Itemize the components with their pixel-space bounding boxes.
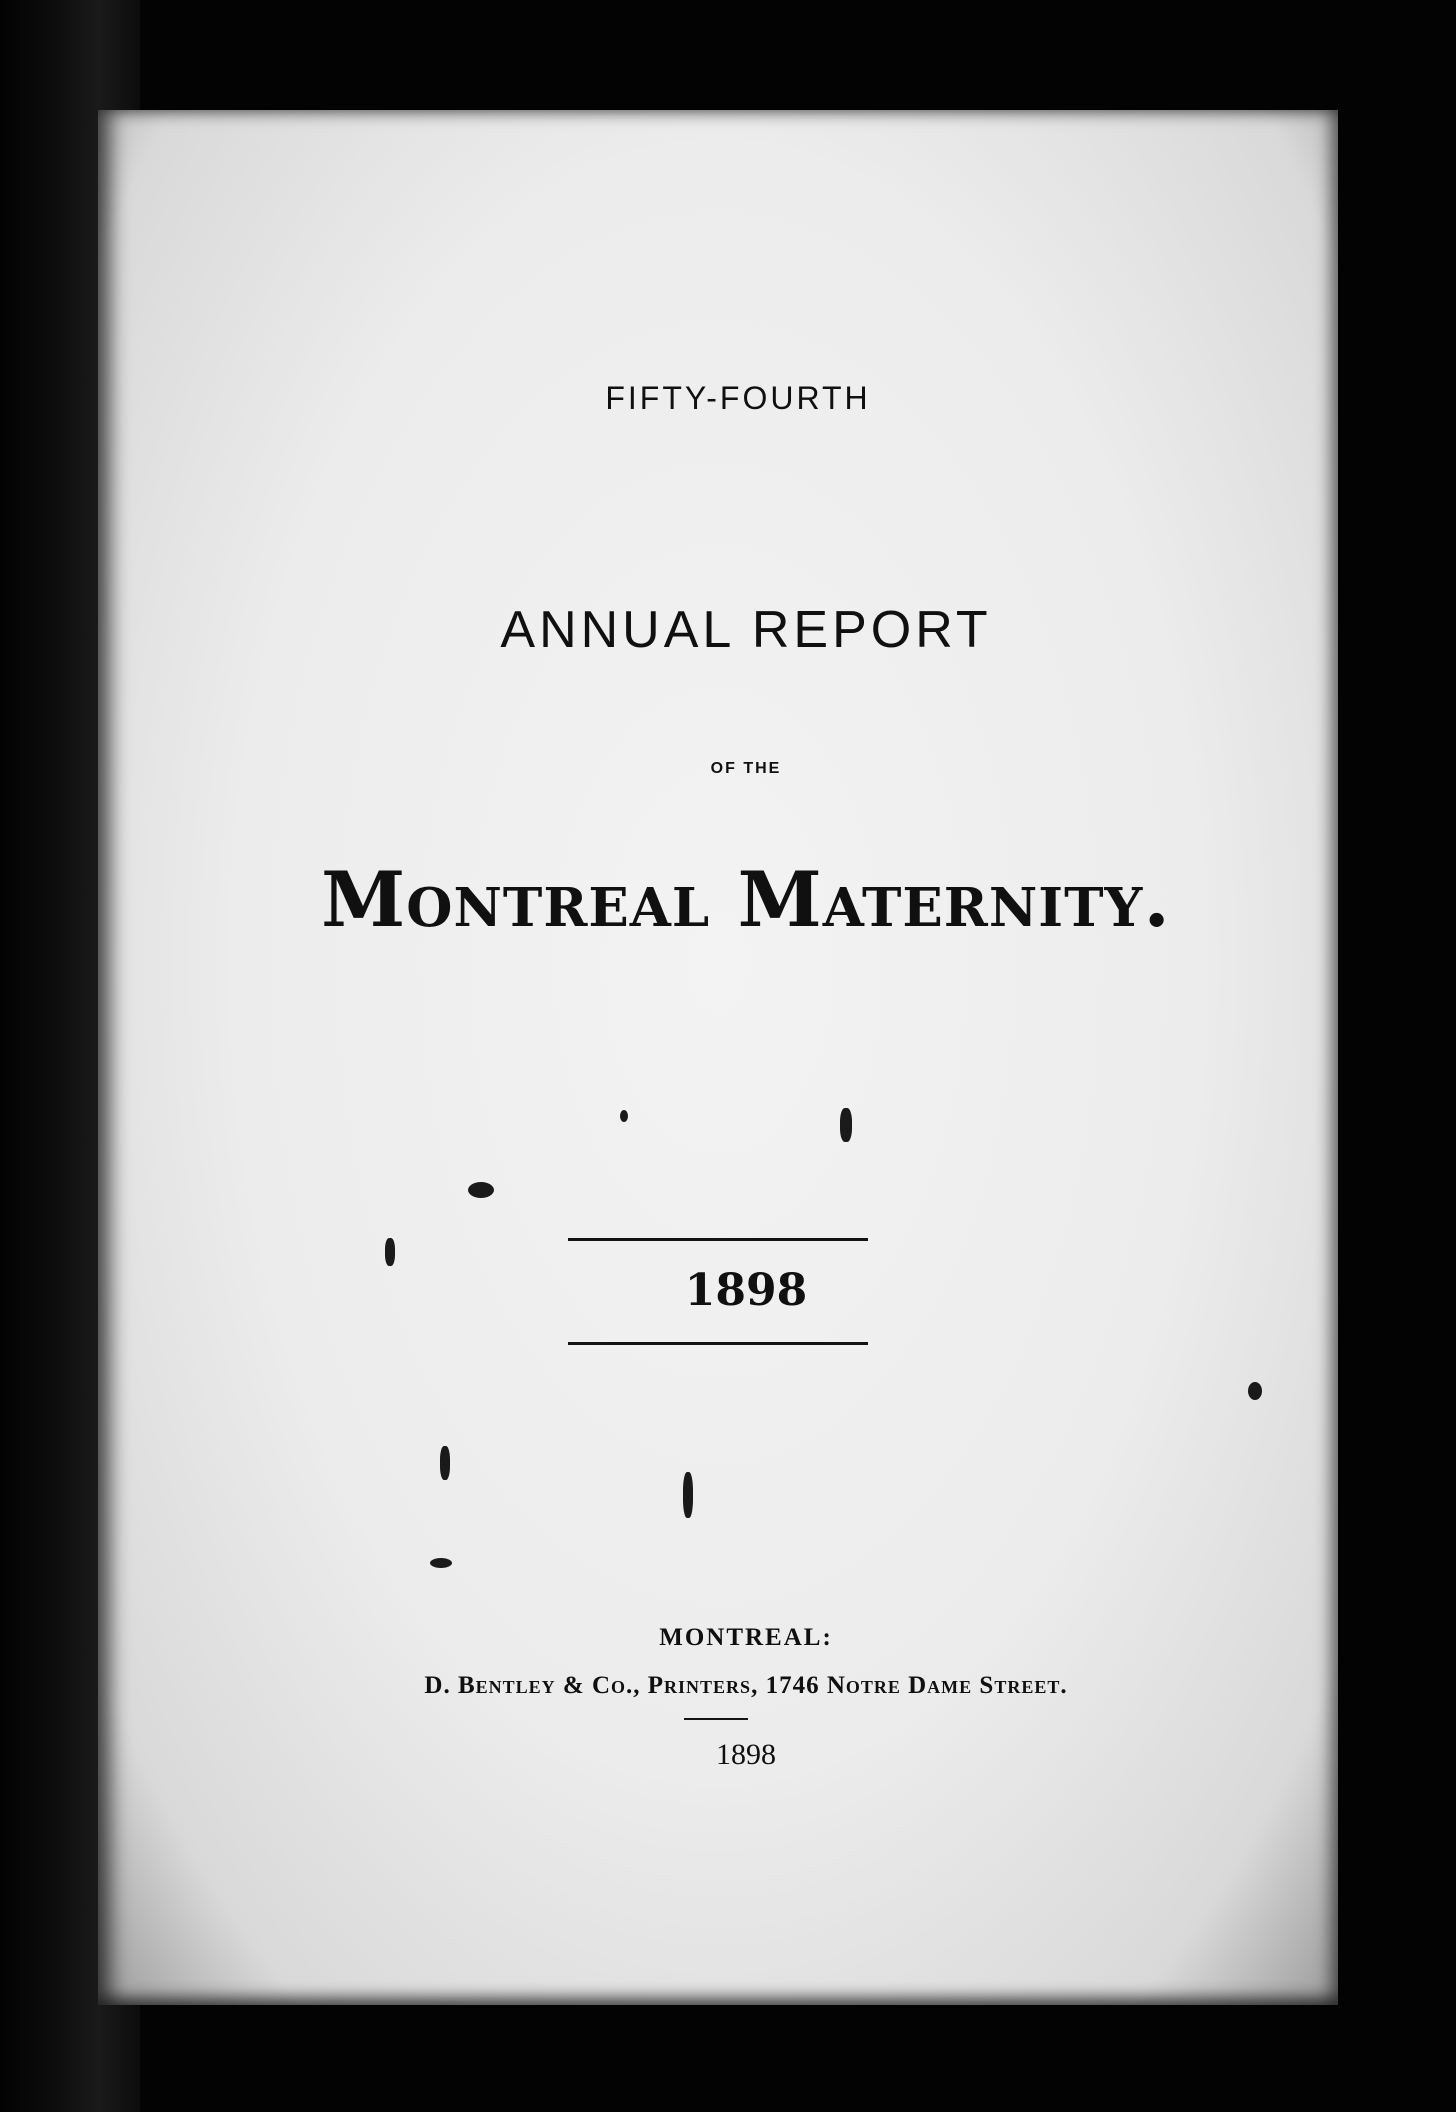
ink-speck (440, 1446, 450, 1480)
imprint-printer: D. Bentley & Co., Printers, 1746 Notre Dame Street. (424, 1672, 1068, 1699)
imprint-rule (684, 1718, 748, 1720)
ink-speck (468, 1182, 494, 1198)
ink-speck (620, 1110, 628, 1122)
ink-speck (430, 1558, 452, 1568)
report-title: ANNUAL REPORT (500, 601, 992, 659)
ink-speck (840, 1108, 852, 1142)
ink-speck (683, 1472, 693, 1518)
year-rule-bottom (568, 1342, 868, 1345)
ink-speck (1248, 1382, 1262, 1400)
report-year: 1898 (684, 1265, 808, 1316)
ink-speck (385, 1238, 395, 1266)
imprint-year: 1898 (716, 1738, 776, 1771)
imprint-place: MONTREAL: (659, 1624, 833, 1651)
organization-name: Montreal Maternity. (321, 855, 1171, 944)
year-rule-top (568, 1238, 868, 1241)
edition-label: FIFTY-FOURTH (605, 380, 871, 416)
title-page (98, 110, 1338, 2005)
of-the-label: OF THE (710, 760, 782, 777)
